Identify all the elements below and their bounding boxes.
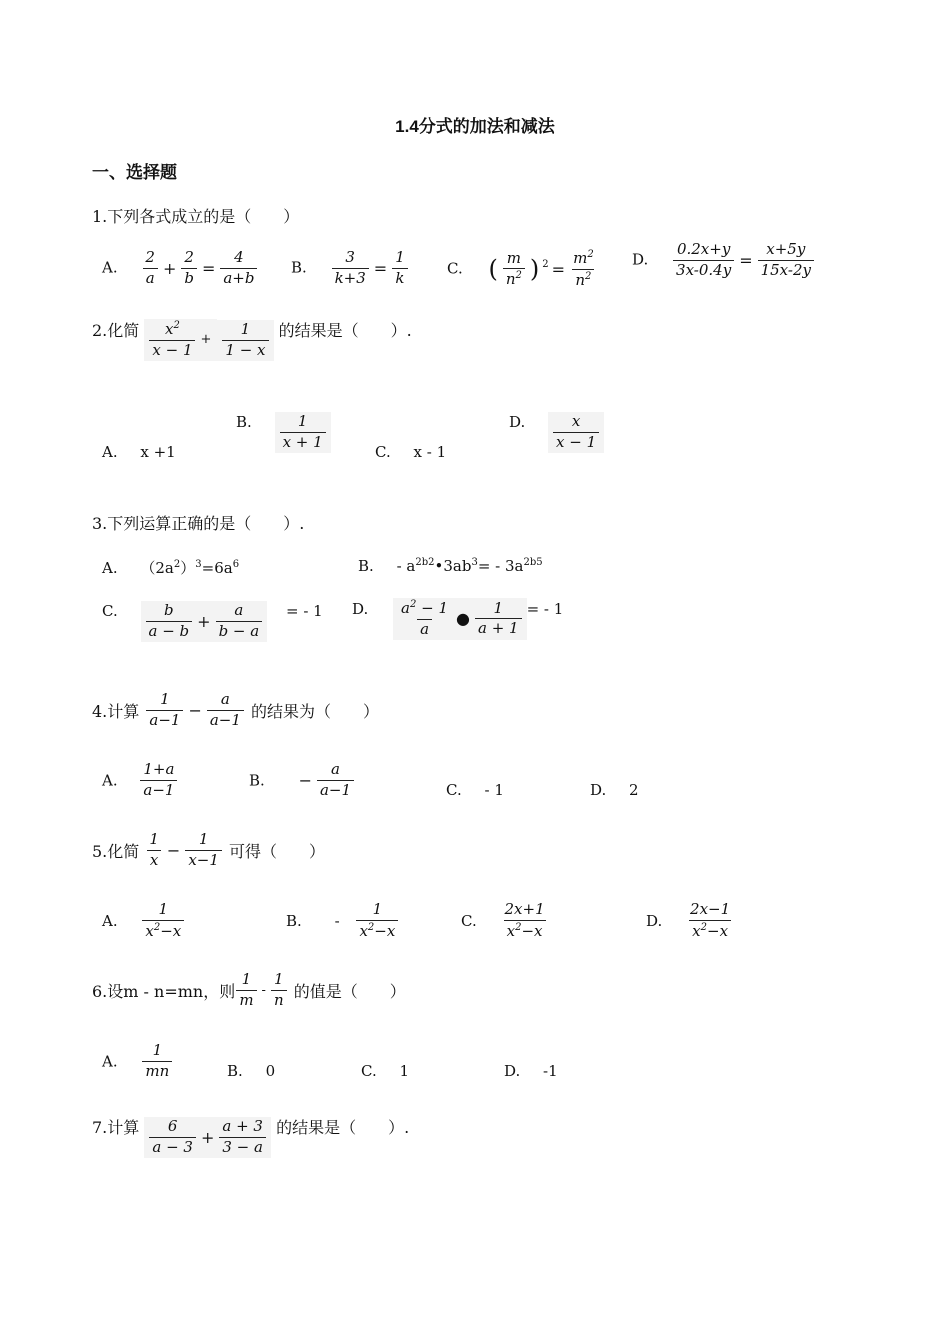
q5-option-a[interactable] [102, 902, 186, 940]
formula: $\frac{1}{a-1}$ − $\frac{a}{a-1}$ [144, 700, 251, 719]
q3-option-a[interactable] [102, 557, 239, 578]
option-label: B. [286, 911, 302, 930]
formula: $\frac{0.2x+y}{3x-0.4y}$ = $\frac{x+5y}{15x-2y}$ [671, 250, 816, 268]
stem-prefix: 5.化简 [92, 841, 140, 861]
option-label: D. [509, 413, 526, 431]
option-text: x +1 [140, 443, 176, 461]
option-label: D. [352, 600, 369, 618]
question-5-stem [92, 832, 325, 869]
formula: $\frac{1}{x + 1}$ [275, 412, 331, 453]
question-2-stem [92, 318, 412, 361]
option-label: A. [102, 1052, 118, 1071]
q6-option-a[interactable] [102, 1043, 174, 1080]
option-label: B. [227, 1062, 243, 1080]
stem-suffix: 的结果为（ ） [251, 701, 380, 721]
option-text: 0 [265, 1062, 276, 1080]
q5-option-d[interactable] [646, 902, 735, 940]
q6-option-c[interactable] [361, 1062, 409, 1080]
question-1-stem: 1.下列各式成立的是（ ） [92, 207, 300, 226]
option-label: C. [375, 443, 391, 461]
formula: $\frac{1}{x^2-x}$ [140, 911, 186, 929]
stem-prefix: 2.化简 [92, 321, 140, 340]
minus-sign: - [334, 911, 340, 930]
q2-option-d[interactable] [509, 412, 604, 453]
q1-option-d[interactable] [632, 242, 816, 279]
option-label: B. [236, 413, 252, 431]
option-label: B. [358, 557, 374, 575]
q2-option-c[interactable] [375, 443, 446, 461]
option-label: A. [102, 443, 118, 461]
formula: $\frac{2x-1}{x^2-x}$ [690, 900, 731, 940]
formula: $\frac{3}{k+3}$ = $\frac{1}{k}$ [330, 258, 410, 276]
formula: $\frac{x^2}{x - 1}$ + [144, 319, 217, 361]
question-6-stem [92, 972, 406, 1009]
stem-suffix: 的结果是（ ）. [278, 321, 412, 340]
q3-option-b[interactable] [358, 557, 543, 575]
formula: $\frac{6}{a - 3}$ + $\frac{a + 3}{3 - a}$ [144, 1117, 271, 1158]
option-label: D. [632, 250, 649, 269]
option-label: C. [447, 259, 463, 278]
option-text: x - 1 [413, 443, 447, 461]
stem-prefix: 6.设m - n=mn，则 [92, 981, 236, 1001]
stem-suffix: 可得（ ） [229, 841, 326, 861]
formula-tail: = - 1 [286, 602, 323, 620]
q1-option-c[interactable] [447, 250, 599, 289]
formula: $\frac{2}{a}$ + $\frac{2}{b}$ = $\frac{4}{a+b}$ [140, 258, 259, 276]
formula-tail: = - 1 [526, 600, 564, 618]
q4-option-b[interactable] [249, 762, 356, 799]
option-label: A. [102, 911, 118, 930]
formula: − $\frac{a}{a-1}$ [296, 770, 356, 788]
section-heading: 一、选择题 [92, 163, 177, 182]
formula: $\frac{b}{a - b}$ + $\frac{a}{b - a}$ [141, 601, 268, 642]
option-label: A. [102, 559, 118, 577]
option-label: A. [102, 771, 118, 790]
q5-option-c[interactable] [461, 902, 550, 940]
option-text: 2 [629, 781, 639, 799]
option-label: B. [249, 771, 265, 790]
q4-option-a[interactable] [102, 762, 179, 799]
stem-prefix: 7.计算 [92, 1118, 140, 1137]
q2-option-a[interactable] [102, 443, 176, 461]
page-title: 1.4分式的加法和减法 [395, 117, 555, 136]
option-label: C. [102, 602, 118, 620]
formula: $\frac{x}{x - 1}$ [548, 412, 604, 453]
option-label: D. [504, 1062, 521, 1080]
option-text: - 1 [484, 781, 504, 799]
formula: $\frac{1+a}{a-1}$ [138, 770, 179, 788]
option-label: C. [361, 1062, 377, 1080]
stem-suffix: 的值是（ ） [293, 981, 406, 1001]
formula: ( $\frac{m}{n^2}$ ) $^2$ = $\frac{m^2}{n^2}$ [488, 248, 594, 289]
formula: $\frac{1}{x}$ − $\frac{1}{x-1}$ [144, 840, 229, 859]
option-label: D. [590, 781, 607, 799]
formula: $(2a^2)^3=6a^6$ [140, 559, 240, 577]
q3-option-c[interactable] [102, 601, 323, 642]
formula: $\frac{1}{m}$ - $\frac{1}{n}$ [234, 980, 293, 999]
formula: $\frac{1}{1 - x}$ [217, 320, 273, 361]
question-7-stem [92, 1115, 409, 1158]
formula: $\frac{2x+1}{x^2-x}$ [504, 900, 545, 940]
option-label: A. [102, 258, 118, 277]
formula: - $a^{2b2}•3ab^3= - 3a^{2b5}$ [396, 557, 543, 575]
option-label: B. [291, 258, 307, 277]
q1-option-b[interactable] [291, 250, 410, 287]
question-4-stem [92, 692, 379, 729]
formula: $\frac{1}{x^2-x}$ [354, 911, 400, 929]
question-3-stem: 3.下列运算正确的是（ ）. [92, 514, 305, 533]
option-text: -1 [543, 1062, 558, 1080]
formula: $\frac{a^2 - 1}{a}$ ● $\frac{1}{a + 1}$ [393, 598, 527, 640]
q4-option-c[interactable] [446, 781, 504, 799]
q2-option-b[interactable] [236, 412, 331, 453]
q1-option-a[interactable] [102, 250, 259, 287]
option-label: C. [446, 781, 462, 799]
option-label: C. [461, 911, 477, 930]
q4-option-d[interactable] [590, 781, 639, 799]
q3-option-d[interactable] [352, 598, 563, 640]
option-text: 1 [399, 1062, 410, 1080]
q6-option-d[interactable] [504, 1062, 558, 1080]
q6-option-b[interactable] [227, 1062, 275, 1080]
q5-option-b[interactable] [286, 902, 400, 940]
stem-suffix: 的结果是（ ）. [276, 1118, 410, 1137]
option-label: D. [646, 911, 663, 930]
formula: $\frac{1}{mn}$ [140, 1051, 174, 1069]
stem-prefix: 4.计算 [92, 701, 140, 721]
